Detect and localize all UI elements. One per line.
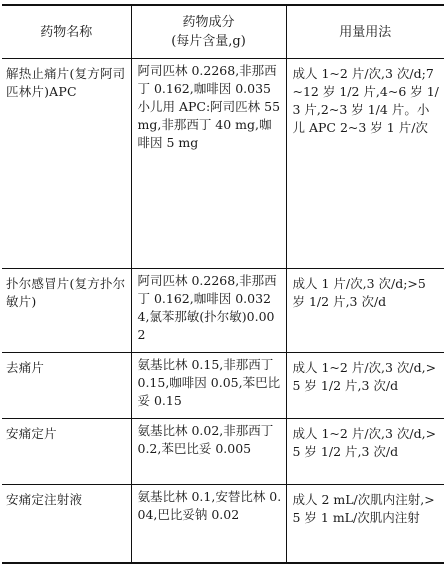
composition-cell <box>131 269 286 353</box>
header-composition-label: 药物成分 <box>182 15 235 30</box>
dosage-cell: 成人 1~2 片/次,3 次/d,>5 岁 1/2 片,3 次/d <box>286 419 444 485</box>
drug-name-cell: 扑尔感冒片(复方扑尔敏片) <box>2 269 131 353</box>
drug-name-cell: 安痛定片 <box>2 419 131 485</box>
table-row <box>2 485 444 564</box>
composition-text: 氨基比林 0.02,非那西丁 0.2,苯巴比妥 0.005 <box>137 423 274 456</box>
drug-name-cell: 解热止痛片(复方阿司匹林片)APC <box>2 59 131 269</box>
composition-text: 氨基比林 0.1,安替比林 0.04,巴比妥钠 0.02 <box>137 489 282 522</box>
header-drug-name <box>2 5 131 59</box>
dosage-cell: 成人 1 片/次,3 次/d;>5 岁 1/2 片,3 次/d <box>286 269 444 353</box>
header-composition <box>131 5 286 59</box>
composition-cell <box>131 353 286 419</box>
header-composition-unit: (每片含量,g) <box>171 34 246 49</box>
composition-text: 阿司匹林 0.2268,非那西丁 0.162,咖啡因 0.035 <box>137 63 277 96</box>
table-row <box>2 269 444 353</box>
table-row <box>2 419 444 485</box>
header-dosage <box>286 5 444 59</box>
composition-cell <box>131 485 286 564</box>
dosage-cell: 成人 2 mL/次肌内注射,>5 岁 1 mL/次肌内注射 <box>286 485 444 564</box>
composition-text-pediatric: 小儿用 APC:阿司匹林 55 mg,非那西丁 40 mg,咖啡因 5 mg <box>137 99 281 150</box>
composition-cell <box>131 59 286 269</box>
table-row <box>2 59 444 269</box>
table-row <box>2 353 444 419</box>
drug-name-cell: 去痛片 <box>2 353 131 419</box>
composition-text: 氨基比林 0.15,非那西丁 0.15,咖啡因 0.05,苯巴比妥 0.15 <box>137 357 281 408</box>
drug-name-cell: 安痛定注射液 <box>2 485 131 564</box>
composition-cell <box>131 419 286 485</box>
dosage-cell: 成人 1~2 片/次,3 次/d;7~12 岁 1/2 片,4~6 岁 1/3 片,2~3 岁 1/4 片。小儿 APC 2~3 岁 1 片/次 <box>286 59 444 269</box>
drug-table <box>2 4 444 564</box>
header-drug-name-label: 药物名称 <box>40 24 93 40</box>
table-header-row <box>2 5 444 59</box>
header-dosage-label: 用量用法 <box>339 24 392 40</box>
dosage-cell: 成人 1~2 片/次,3 次/d,>5 岁 1/2 片,3 次/d <box>286 353 444 419</box>
composition-text: 阿司匹林 0.2268,非那西丁 0.162,咖啡因 0.0324,氯苯那敏(扑尔敏)0.002 <box>137 273 277 342</box>
